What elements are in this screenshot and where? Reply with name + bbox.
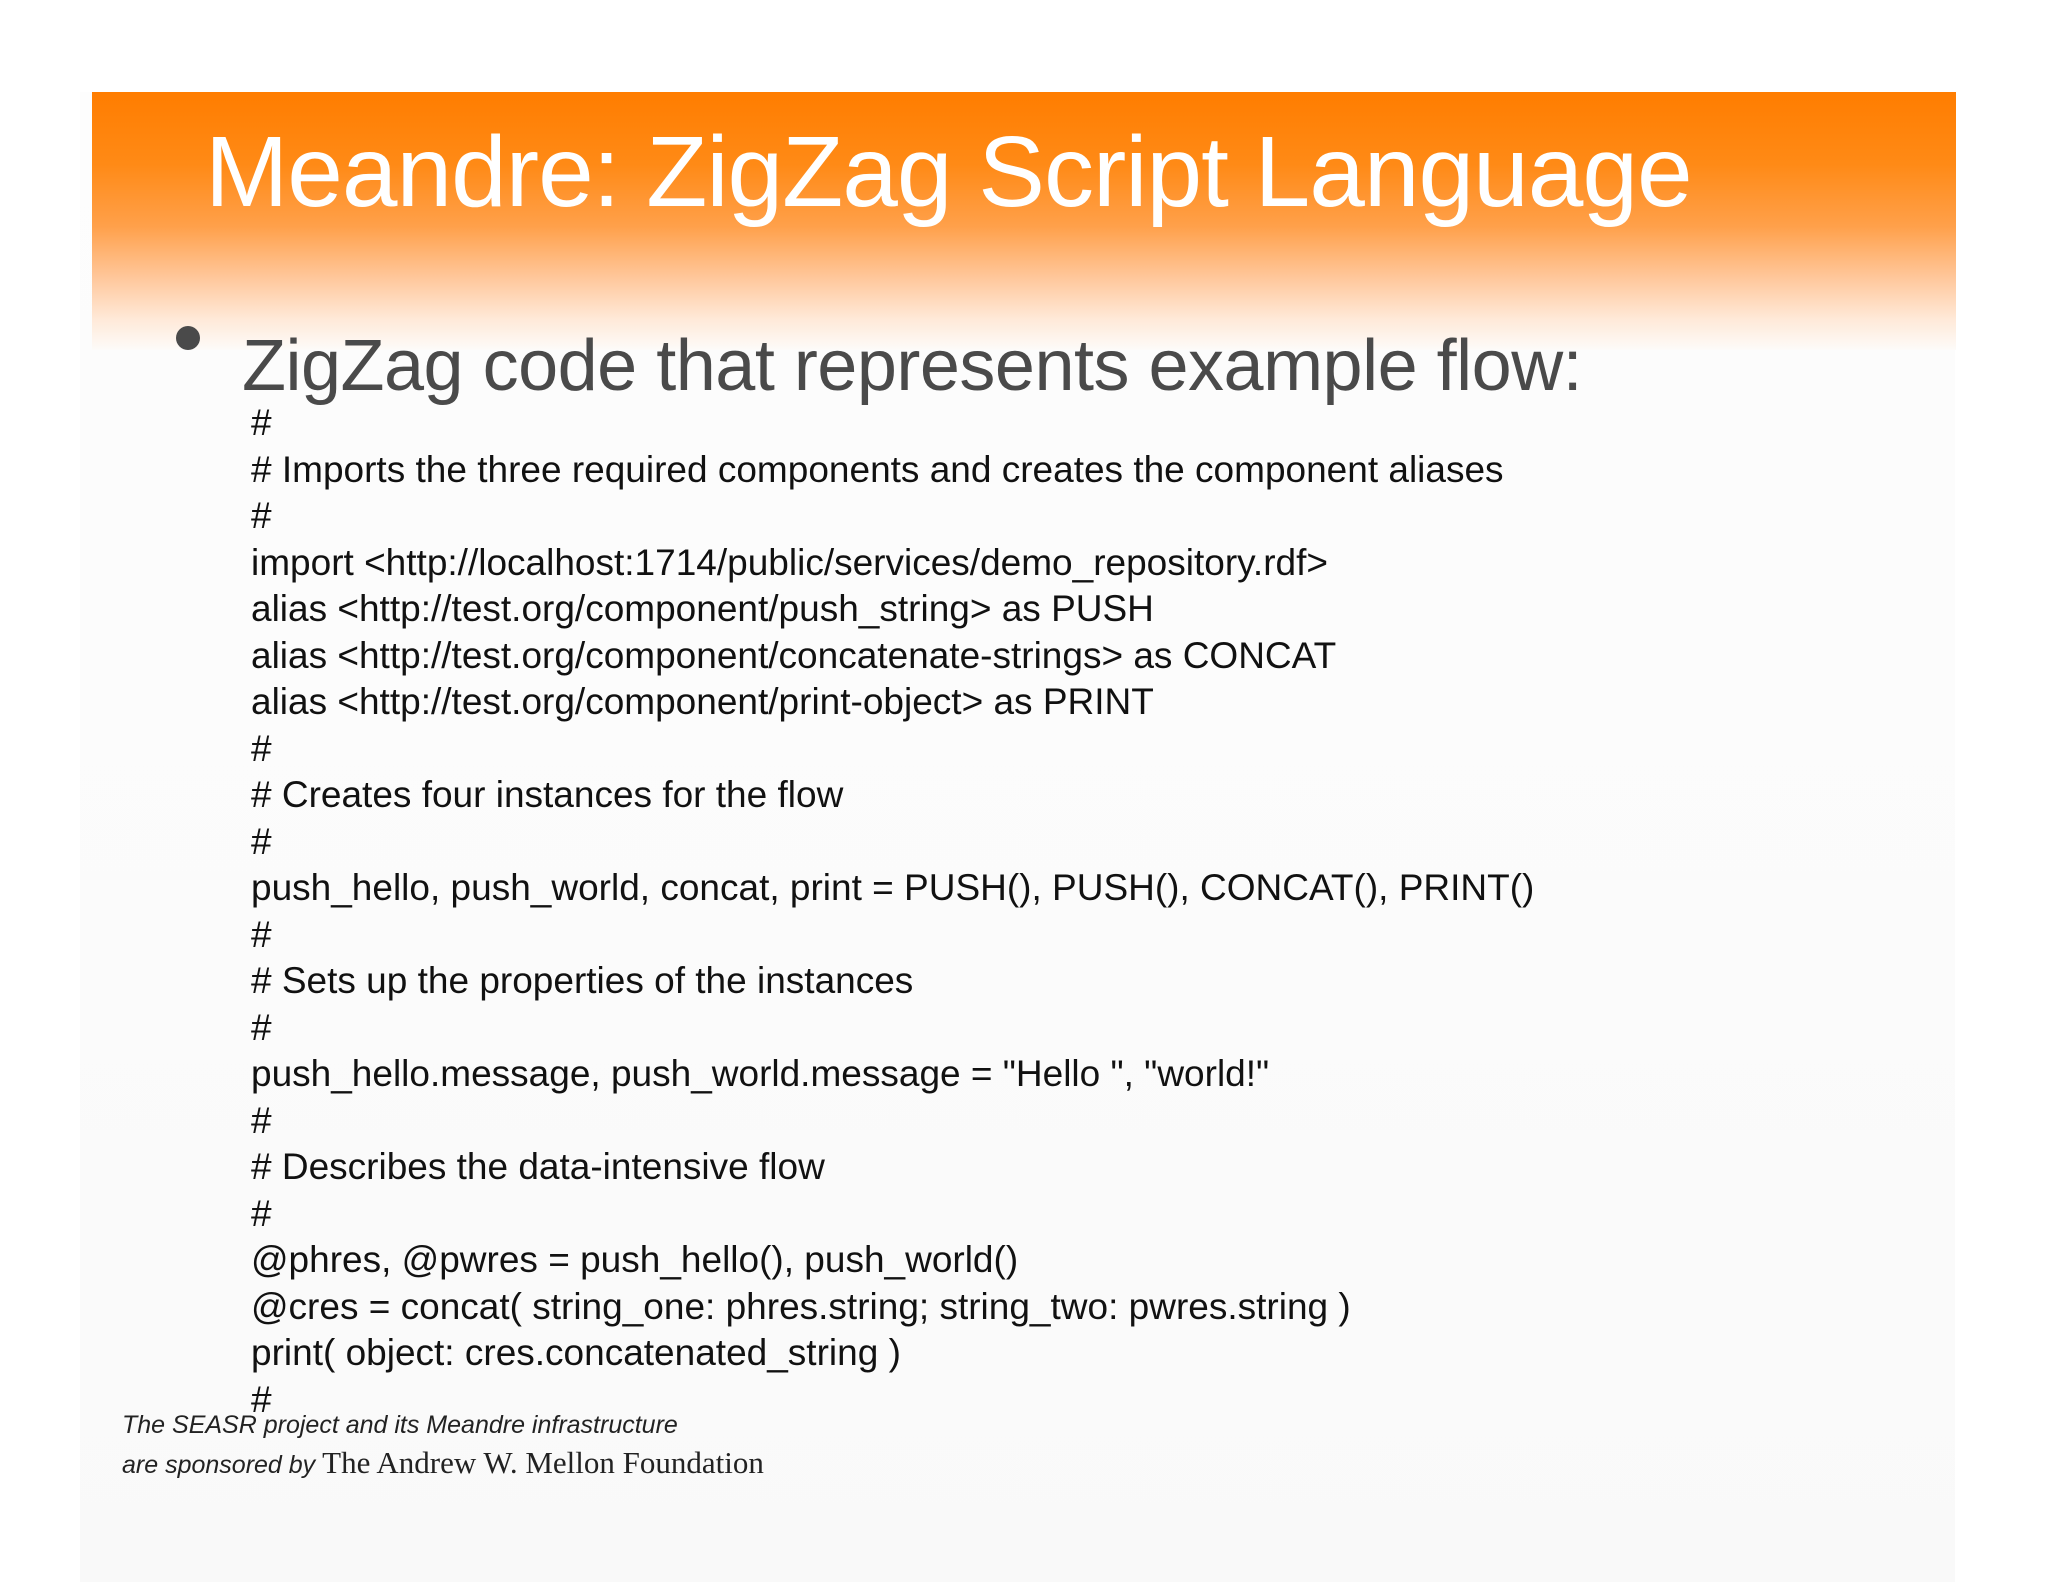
code-line: # xyxy=(251,1006,272,1048)
code-line: print( object: cres.concatenated_string ) xyxy=(251,1332,901,1373)
footer-sponsor-prefix: are sponsored by xyxy=(122,1451,316,1479)
code-line: # Imports the three required components and creates the component aliases xyxy=(251,448,1504,490)
footer-sponsor-line2 xyxy=(122,1444,764,1484)
code-line: push_hello, push_world, concat, print = PUSH(), PUSH(), CONCAT(), PRINT() xyxy=(251,867,1535,908)
code-line: # xyxy=(251,495,272,536)
code-line: # xyxy=(251,1099,272,1141)
bullet-text: ZigZag code that represents example flow: xyxy=(242,326,1583,406)
slide-title: Meandre: ZigZag Script Language xyxy=(205,116,1692,228)
code-line: push_hello.message, push_world.message = "Hello ", "world!" xyxy=(251,1053,1270,1094)
footer-sponsor-line1: The SEASR project and its Meandre infrastructure xyxy=(122,1411,678,1439)
code-line: alias <http://test.org/component/print-object> as PRINT xyxy=(251,681,1154,722)
code-line: alias <http://test.org/component/push_string> as PUSH xyxy=(251,588,1154,629)
code-line: @cres = concat( string_one: phres.string; string_two: pwres.string ) xyxy=(251,1285,1351,1327)
code-line: @phres, @pwres = push_hello(), push_world() xyxy=(251,1239,1019,1280)
code-line: # Creates four instances for the flow xyxy=(251,774,844,815)
code-line: # Sets up the properties of the instances xyxy=(251,960,914,1001)
footer-sponsor-name: The Andrew W. Mellon Foundation xyxy=(322,1445,764,1480)
code-line: import <http://localhost:1714/public/services/demo_repository.rdf> xyxy=(251,541,1328,583)
bullet-dot-icon xyxy=(176,326,200,350)
code-line: alias <http://test.org/component/concatenate-strings> as CONCAT xyxy=(251,634,1337,676)
code-line: # xyxy=(251,727,272,769)
code-line: # xyxy=(251,402,272,443)
code-line: # xyxy=(251,1378,272,1420)
code-line: # xyxy=(251,1192,272,1234)
code-line: # xyxy=(251,820,272,862)
footer xyxy=(122,1406,764,1484)
code-line: # xyxy=(251,913,272,955)
code-block xyxy=(251,400,1534,1423)
code-line: # Describes the data-intensive flow xyxy=(251,1146,825,1187)
